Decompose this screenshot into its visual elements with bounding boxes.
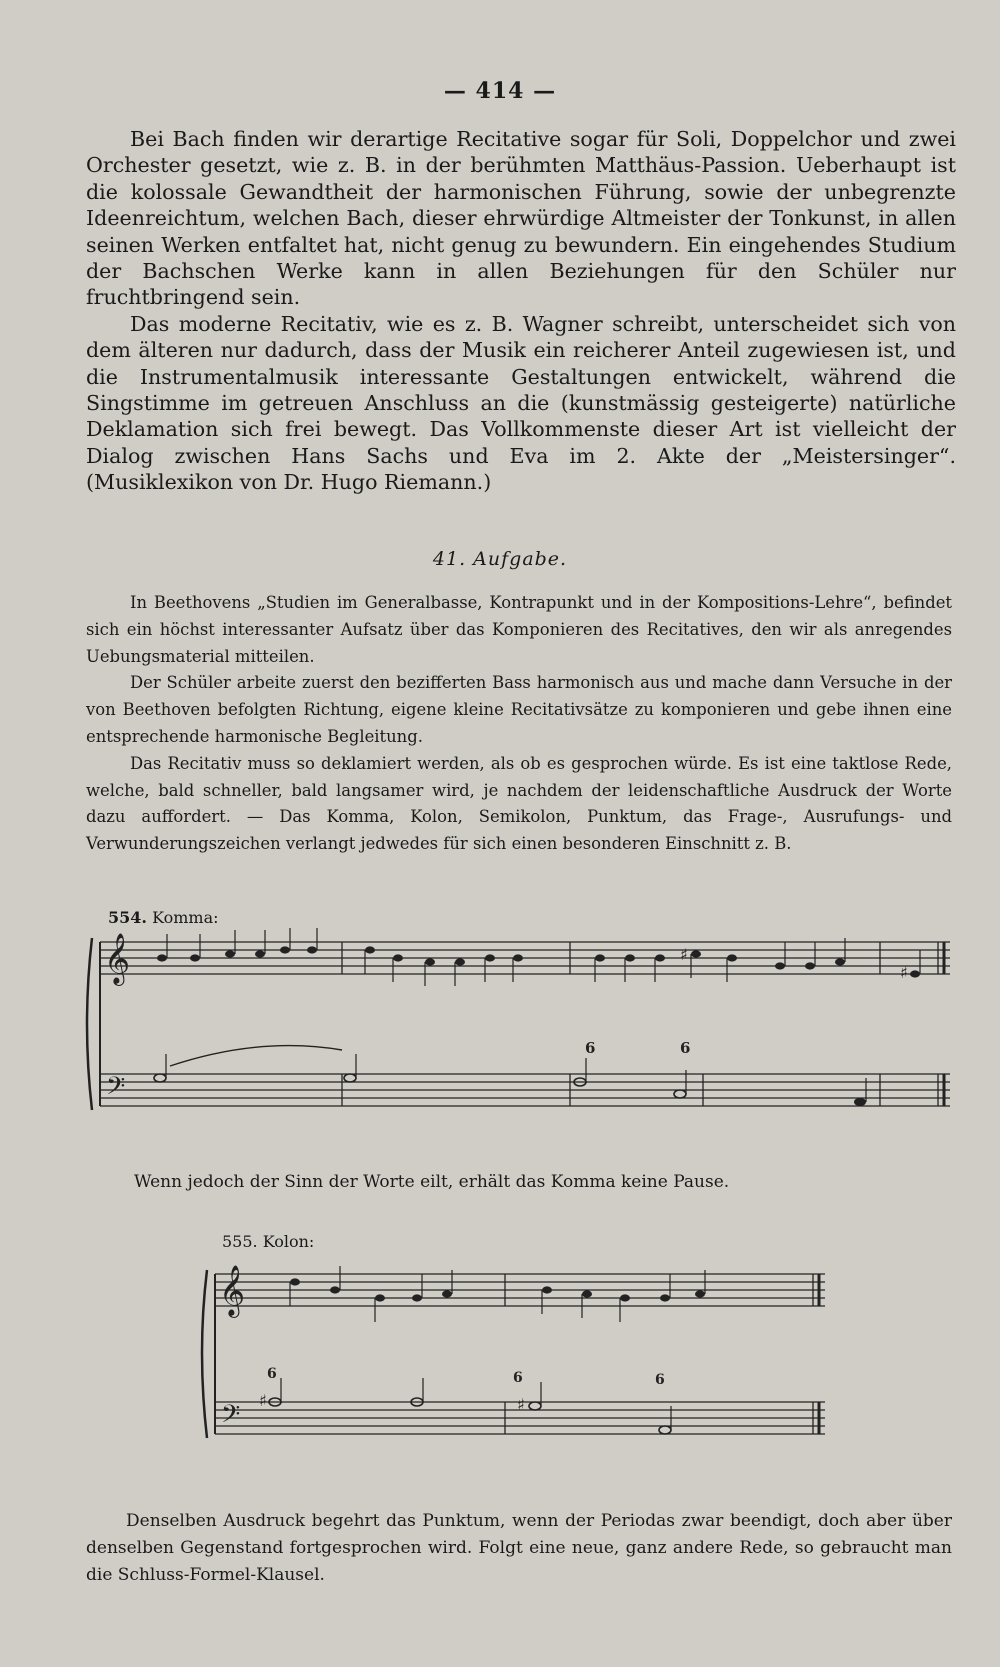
upper-voice-notes — [157, 946, 920, 977]
paragraph-recitativ: Das Recitativ muss so deklamiert werden, als ob es gesprochen würde. Es ist eine taktlose Rede, welche, bald schneller, bald langsamer wird, je nachdem der leidenschaftliche Ausdruck der Worte dazu auffordert. — Das Komma, Kolon, Semikolon, Punktum, das Frage-, Ausrufungs- und Verwunderungszeichen verlangt jedwedes für sich einen besonderen Einschnitt z. B. — [86, 753, 952, 854]
system-brace — [202, 1270, 207, 1438]
task-heading: 41. Aufgabe. — [432, 548, 568, 570]
task-text — [86, 590, 952, 858]
bass-clef-icon: 𝄢 — [106, 1072, 126, 1107]
bass-notes — [269, 1398, 671, 1434]
sharp-icon: ♯ — [680, 945, 688, 964]
music-example-554 — [80, 928, 960, 1118]
bass-note-final — [854, 1098, 866, 1106]
example-555-label — [222, 1232, 314, 1251]
figured-bass-6: 6 — [655, 1372, 665, 1388]
paragraph-beethoven: In Beethovens „Studien im Generalbasse, Kontrapunkt und in der Kompositions-Lehre“, befindet sich ein höchst interessanter Aufsatz über das Komponieren des Recitatives, den wir als anregendes Uebungsmaterial mitteilen. — [86, 593, 952, 666]
example-555-number: 555. — [222, 1232, 258, 1251]
paragraph-bach: Bei Bach finden wir derartige Recitative sogar für Soli, Doppelchor und zwei Orchester gesetzt, wie z. B. in der berühmten Matthäus-Passion. Ueberhaupt ist die kolossale Gewandtheit der harmonischen Führung, sowie der unbegrenzte Ideenreichtum, welchen Bach, dieser ehrwürdige Altmeister der Tonkunst, in allen seinen Werken entfaltet hat, nicht genug zu bewundern. Ein eingehendes Studium der Bachschen Werke kann in allen Beziehungen für den Schüler nur fruchtbringend sein. — [86, 127, 956, 310]
page-number: — 414 — — [443, 78, 557, 104]
figured-bass-6: 6 — [513, 1370, 523, 1386]
example-554-label — [108, 908, 219, 927]
paragraph-wagner: Das moderne Recitativ, wie es z. B. Wagner schreibt, unterscheidet sich von dem älteren nur dadurch, dass der Musik ein reicherer Anteil zugewiesen ist, und die Instrumentalmusik interessante Gestaltungen entwickelt, während die Singstimme im getreuen Anschluss an die (kunstmässig gesteigerte) natürliche Deklamation sich frei bewegt. Das Vollkommenste dieser Art ist vielleicht der Dialog zwischen Hans Sachs und Eva im 2. Akte der „Meistersinger“. (Musiklexikon von Dr. Hugo Riemann.) — [86, 311, 956, 495]
paragraph-schueler: Der Schüler arbeite zuerst den bezifferten Bass harmonisch aus und mache dann Versuche in der von Beethoven befolgten Richtung, eigene kleine Recitativsätze zu komponieren und gebe ihnen eine entsprechende harmonische Begleitung. — [86, 673, 952, 746]
example-555-name: Kolon: — [262, 1232, 315, 1251]
treble-clef-icon: 𝄞 — [104, 933, 131, 984]
sharp-icon: ♯ — [517, 1395, 525, 1414]
paragraph-punktum: Denselben Ausdruck begehrt das Punktum, wenn der Periodas zwar beendigt, doch aber über denselben Gegenstand fortgesprochen wird. Folgt eine neue, ganz andere Rede, so gebraucht man die Schluss-Formel-Klausel. — [86, 1511, 952, 1585]
figured-bass-6: 6 — [585, 1039, 596, 1057]
bass-clef-icon: 𝄢 — [221, 1400, 241, 1435]
final-text — [86, 1508, 952, 1589]
sharp-icon: ♯ — [900, 963, 908, 982]
example-554-number: 554. — [108, 908, 147, 927]
slur-icon — [170, 1046, 342, 1066]
sharp-icon: ♯ — [259, 1391, 267, 1410]
system-brace — [87, 938, 92, 1110]
caption-554: Wenn jedoch der Sinn der Worte eilt, erhält das Komma keine Pause. — [134, 1172, 730, 1192]
treble-clef-icon: 𝄞 — [219, 1265, 246, 1316]
figured-bass-6: 6 — [267, 1366, 277, 1382]
example-554-name: Komma: — [152, 908, 219, 927]
intro-text — [86, 126, 956, 496]
bass-notes — [154, 1074, 686, 1098]
figured-bass-6: 6 — [680, 1039, 691, 1057]
music-example-555 — [195, 1254, 845, 1444]
